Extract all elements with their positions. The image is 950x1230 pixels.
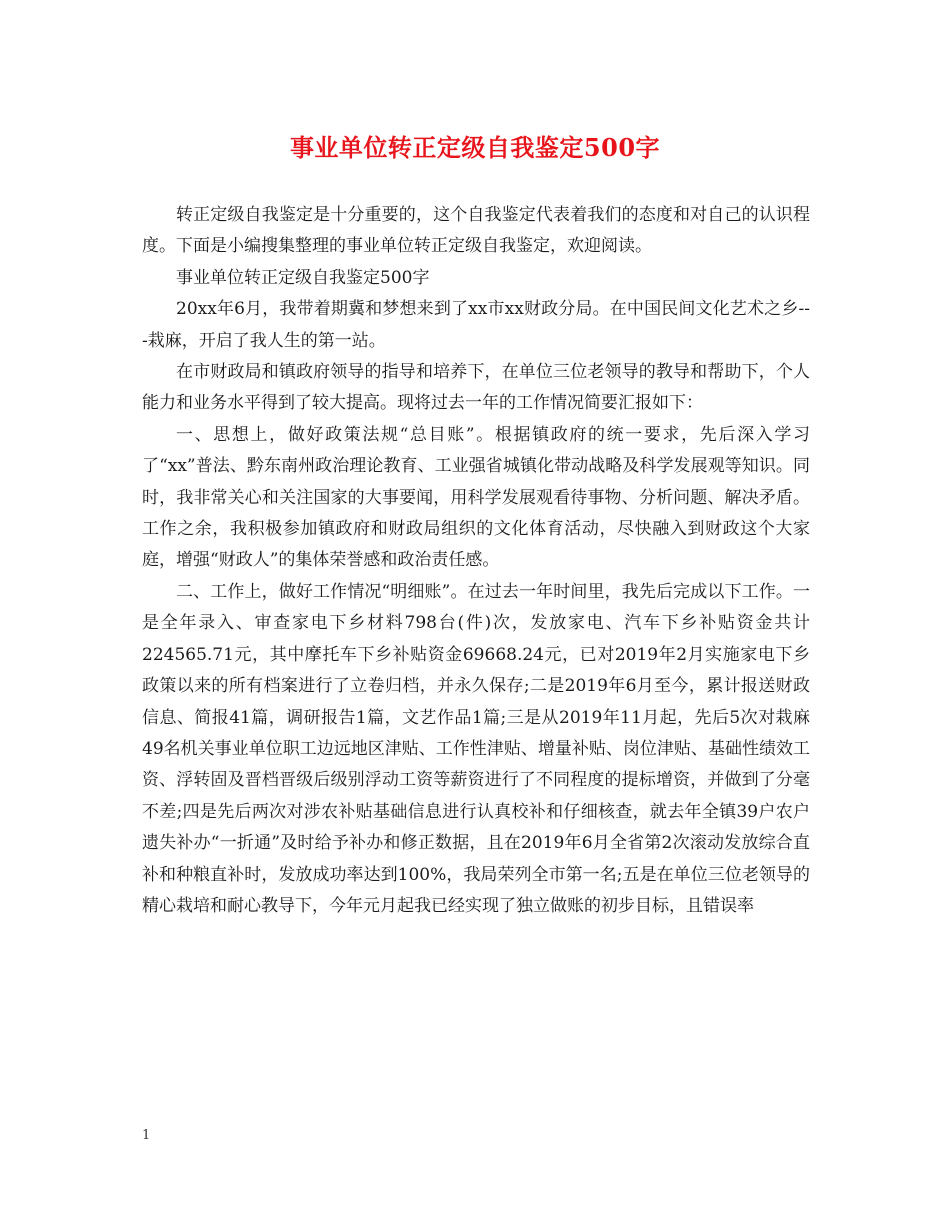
- subheading-paragraph: 事业单位转正定级自我鉴定500字: [176, 267, 430, 288]
- body-paragraph: 一、思想上，做好政策法规“总目账”。根据镇政府的统一要求，先后深入学习了“xx”普法、黔东南州政治理论教育、工业强省城镇化带动战略及科学发展观等知识。同时，我非常关心和关注国家的大事要闻，用科学发展观看待事物、分析问题、解决矛盾。工作之余，我积极参加镇政府和财政局组织的文化体育活动，尽快融入到财政这个大家庭，增强“财政人”的集体荣誉感和政治责任感。: [142, 424, 810, 571]
- document-body: [142, 200, 810, 922]
- body-paragraph: 在市财政局和镇政府领导的指导和培养下，在单位三位老领导的教导和帮助下，个人能力和业务水平得到了较大提高。现将过去一年的工作情况简要汇报如下：: [142, 362, 810, 414]
- page-number: 1: [142, 1128, 151, 1143]
- intro-paragraph: 转正定级自我鉴定是十分重要的，这个自我鉴定代表着我们的态度和对自己的认识程度。下面是小编搜集整理的事业单位转正定级自我鉴定，欢迎阅读。: [142, 205, 810, 257]
- body-paragraph: 20xx年6月，我带着期冀和梦想来到了xx市xx财政分局。在中国民间文化艺术之乡---栽麻，开启了我人生的第一站。: [142, 299, 810, 351]
- body-paragraph: 二、工作上，做好工作情况“明细账”。在过去一年时间里，我先后完成以下工作。一是全年录入、审查家电下乡材料798台(件)次，发放家电、汽车下乡补贴资金共计224565.71元，其中摩托车下乡补贴资金69668.24元，已对2019年2月实施家电下乡政策以来的所有档案进行了立卷归档，并永久保存;二是2019年6月至今，累计报送财政信息、简报41篇，调研报告1篇，文艺作品1篇;三是从2019年11月起，先后5次对栽麻49名机关事业单位职工边远地区津贴、工作性津贴、增量补贴、岗位津贴、基础性绩效工资、浮转固及晋档晋级后级别浮动工资等薪资进行了不同程度的提标增资，并做到了分毫不差;四是先后两次对涉农补贴基础信息进行认真校补和仔细核查，就去年全镇39户农户遗失补办“一折通”及时给予补办和修正数据，且在2019年6月全省第2次滚动发放综合直补和种粮直补时，发放成功率达到100%，我局荣列全市第一名;五是在单位三位老领导的精心栽培和耐心教导下，今年元月起我已经实现了独立做账的初步目标，且错误率: [142, 581, 810, 916]
- document-title: 事业单位转正定级自我鉴定500字: [289, 133, 661, 162]
